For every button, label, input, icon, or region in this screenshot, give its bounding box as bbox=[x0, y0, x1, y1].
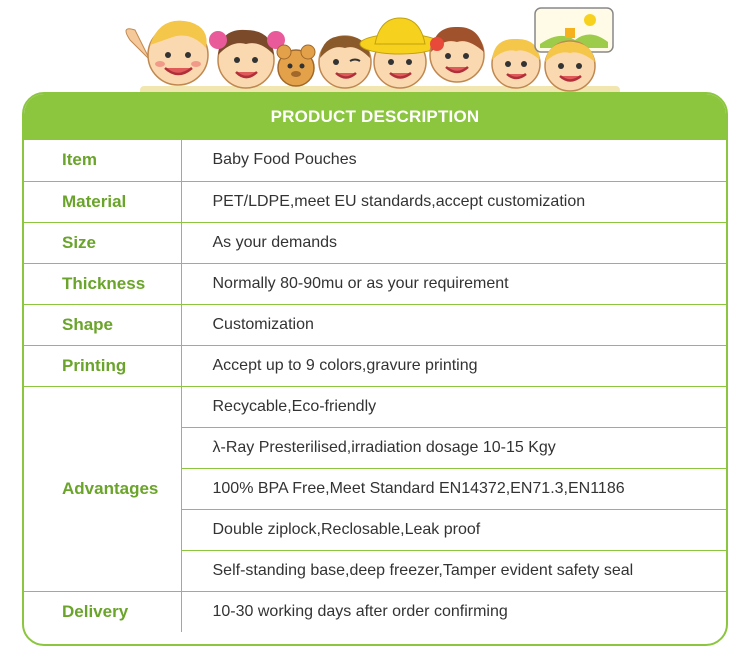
table-row bbox=[24, 222, 726, 263]
row-label-thickness: Thickness bbox=[24, 263, 181, 304]
row-label-material: Material bbox=[24, 181, 181, 222]
row-value-size: As your demands bbox=[181, 222, 726, 263]
row-value-delivery: 10-30 working days after order confirming bbox=[212, 602, 508, 620]
table-row bbox=[24, 181, 726, 222]
table-row bbox=[24, 386, 726, 427]
table-row bbox=[24, 591, 726, 632]
cartoon-kids-illustration bbox=[0, 0, 750, 100]
row-label-printing: Printing bbox=[24, 345, 181, 386]
row-label-item: Item bbox=[24, 140, 181, 181]
table-row bbox=[24, 345, 726, 386]
product-description-card bbox=[22, 92, 728, 646]
table-row bbox=[24, 304, 726, 345]
row-value-advantage: λ-Ray Presterilised,irradiation dosage 10-15 Kgy bbox=[181, 427, 726, 468]
product-spec-table bbox=[24, 140, 726, 632]
row-label-shape: Shape bbox=[24, 304, 181, 345]
row-value-advantage: Double ziplock,Reclosable,Leak proof bbox=[181, 509, 726, 550]
row-value-material: PET/LDPE,meet EU standards,accept customization bbox=[181, 181, 726, 222]
row-value-printing: Accept up to 9 colors,gravure printing bbox=[181, 345, 726, 386]
table-row bbox=[24, 140, 726, 181]
row-value-advantage: Recycable,Eco-friendly bbox=[181, 386, 726, 427]
row-label-delivery: Delivery bbox=[24, 591, 181, 632]
row-label-size: Size bbox=[24, 222, 181, 263]
table-row bbox=[24, 263, 726, 304]
row-value-item: Baby Food Pouches bbox=[181, 140, 726, 181]
row-value-thickness: Normally 80-90mu or as your requirement bbox=[181, 263, 726, 304]
row-value-advantage: Self-standing base,deep freezer,Tamper evident safety seal bbox=[181, 550, 726, 591]
product-description-header: PRODUCT DESCRIPTION bbox=[24, 94, 726, 140]
row-value-advantage: 100% BPA Free,Meet Standard EN14372,EN71.3,EN1186 bbox=[181, 468, 726, 509]
row-label-advantages: Advantages bbox=[24, 386, 181, 591]
row-value-shape: Customization bbox=[181, 304, 726, 345]
